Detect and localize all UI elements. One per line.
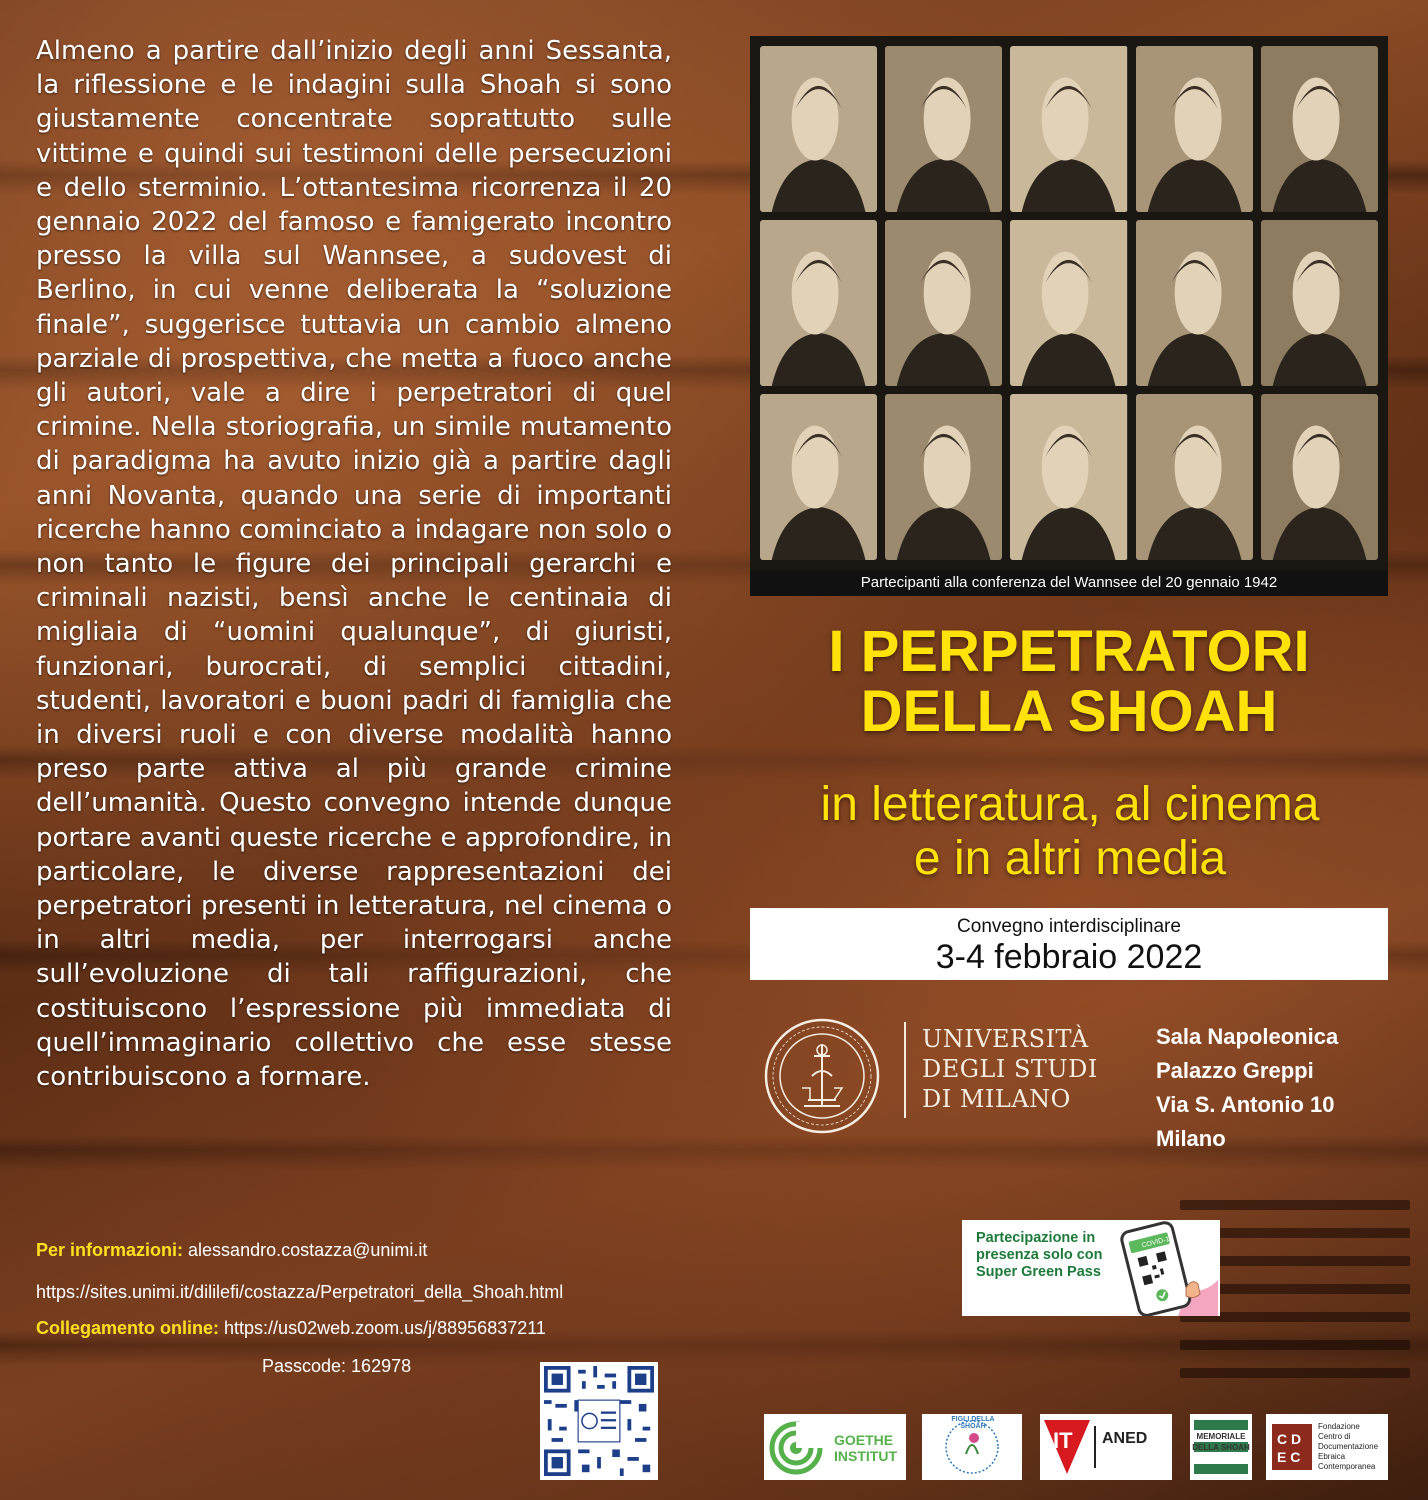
title-line-2: DELLA SHOAH [860,679,1278,744]
participant-portrait [885,46,1002,212]
university-seal-logo [762,1016,882,1136]
university-line-1: UNIVERSITÀ [922,1025,1089,1053]
event-dates: 3-4 febbraio 2022 [935,938,1203,976]
online-row [36,1318,546,1339]
participant-portrait [760,394,877,560]
contact-row [36,1240,427,1261]
goethe-text: GOETHE INSTITUT [834,1432,897,1464]
contact-email-link[interactable]: alessandro.costazza@unimi.it [188,1240,428,1260]
svg-text:E C: E C [1277,1449,1301,1465]
online-label: Collegamento online: [36,1318,220,1338]
green-pass-text: Partecipazione in presenza solo con Super Green Pass [976,1230,1103,1280]
phone-qr-icon [1108,1220,1218,1316]
university-line-2: DEGLI STUDI [922,1055,1098,1083]
venue-line-3: Via S. Antonio 10 [1156,1092,1335,1117]
participant-portrait [1136,46,1253,212]
participant-portrait [1010,46,1127,212]
participant-portrait [885,220,1002,386]
memoriale-text: MEMORIALE DELLA SHOAH [1192,1432,1250,1452]
figli-text: FIGLI DELLA SHOAH [951,1416,995,1430]
university-line-3: DI MILANO [922,1085,1071,1113]
participant-portrait [885,394,1002,560]
venue-line-4: Milano [1156,1126,1226,1151]
date-box [750,908,1388,980]
event-subtitle [740,778,1400,886]
participant-portrait [1010,394,1127,560]
participant-portrait [1261,394,1378,560]
intro-paragraph: Almeno a partire dall’inizio degli anni Sessanta, la riflessione e le indagini sulla Shoah si sono giustamente concentrate soprattutto sulle vittime e quindi sui testimoni delle persecuzioni e dello sterminio. L’ottantesima ricorrenza il 20 gennaio 2022 del famoso e famigerato incontro presso la villa sul Wannsee, a sudovest di Berlino, in cui venne deliberata la “soluzione finale”, suggerisce tuttavia un cambio almeno parziale di prospettiva, che metta a fuoco anche gli autori, vale a dire i perpetratori di quel crimine. Nella storiografia, un simile mutamento di paradigma ha avuto inizio già a partire dagli anni Novanta, quando una serie di importanti ricerche hanno cominciato a indagare non solo o non tanto le figure dei principali gerarchi e criminali nazisti, bensì anche le centinaia di migliaia di “uomini qualunque”, di giuristi, funzionari, burocrati, di semplici cittadini, studenti, lavoratori e buoni padri di famiglia che in diversi ruoli e con diverse modalità hanno preso parte attiva al più grande crimine dell’umanità. Questo convegno intende dunque portare avanti queste ricerche e approfondire, in particolare, le diverse rappresentazioni dei perpetratori presenti in letteratura, nel cinema o in altri media, per interrogarsi anche sull’evoluzione di tali raffigurazioni, che costituiscono l’espressione più immediata di quell’immaginario collettivo che esse stesse contribuiscono a formare. [36,36,672,1093]
qr-code[interactable] [540,1362,658,1480]
cdec-text: Fondazione Centro di Documentazione Ebraica Contemporanea [1318,1422,1379,1471]
subtitle-line-1: in letteratura, al cinema [820,778,1320,831]
svg-text:IT: IT [1053,1428,1073,1453]
covid-badge-label: COVID-19 [1140,1235,1175,1250]
website-link[interactable]: https://sites.unimi.it/dililefi/costazza/Perpetratori_della_Shoah.html [36,1282,564,1302]
venue-line-1: Sala Napoleonica [1156,1024,1339,1049]
university-name [922,1024,1098,1114]
participant-portrait [760,46,877,212]
goethe-institut-logo [764,1414,906,1480]
photo-caption: Partecipanti alla conferenza del Wannsee del 20 gennaio 1942 [750,570,1388,596]
background-slat [1180,1200,1410,1210]
participant-portrait [1136,220,1253,386]
figli-della-shoah-logo [922,1414,1022,1480]
passcode: Passcode: 162978 [262,1356,412,1376]
participant-portrait [1136,394,1253,560]
qr-code-graphic [544,1366,654,1476]
svg-text:C D: C D [1277,1431,1302,1447]
aned-logo [1040,1414,1172,1480]
background-slat [1180,1340,1410,1350]
zoom-link[interactable]: https://us02web.zoom.us/j/88956837211 [224,1318,546,1338]
subtitle-line-2: e in altri media [913,832,1227,885]
participant-portrait [760,220,877,386]
memoriale-shoah-logo [1190,1414,1252,1480]
background-slat [1180,1368,1410,1378]
participant-portrait [1261,220,1378,386]
event-type: Convegno interdisciplinare [957,916,1181,937]
venue-line-2: Palazzo Greppi [1156,1058,1314,1083]
contact-label: Per informazioni: [36,1240,184,1260]
university-divider [904,1022,906,1118]
participant-portrait [1261,46,1378,212]
aned-text: ANED [1102,1430,1148,1447]
participant-portrait [1010,220,1127,386]
event-title [750,619,1388,744]
green-pass-notice [962,1220,1220,1316]
venue-address [1156,1020,1338,1156]
title-line-1: I PERPETRATORI [828,619,1310,684]
cdec-logo [1266,1414,1388,1480]
wannsee-participants-photo [750,36,1388,596]
